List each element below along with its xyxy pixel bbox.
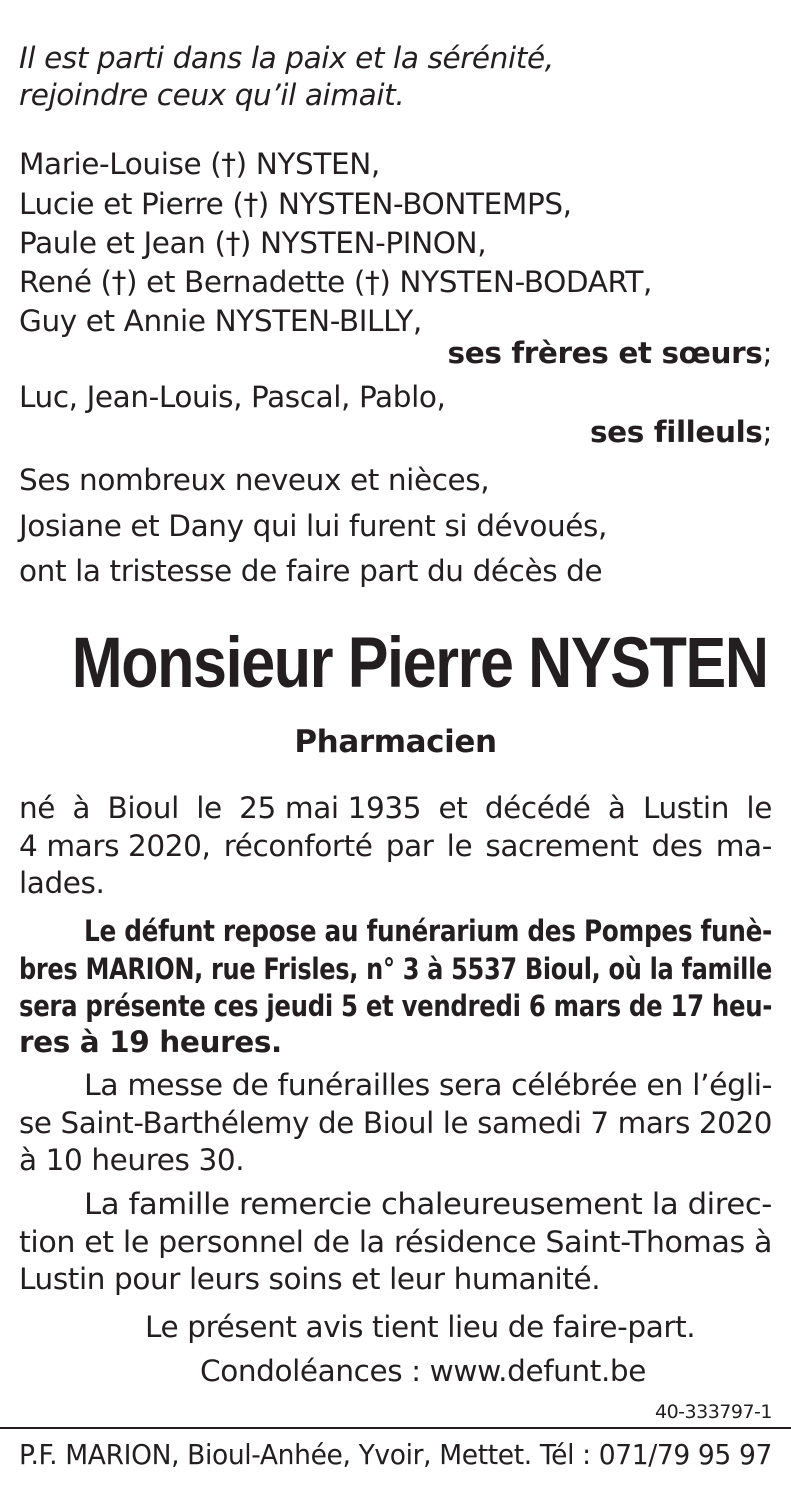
word: 25 mai 1935 — [239, 791, 422, 825]
mass-line-2: se Saint-Barthélemy de Bioul le samedi 7 mars 2020 — [19, 1106, 773, 1140]
word: ma- — [715, 829, 772, 863]
godchildren-label-punct: ; — [762, 415, 772, 449]
footer-contact: P.F. MARION, Bioul-Anhée, Yvoir, Mettet. Tél : 071/79 95 97 — [19, 1438, 773, 1471]
word: à — [607, 791, 626, 825]
thanks-line-3: Lustin pour leurs soins et leur humanité. — [19, 1262, 601, 1296]
sibling-line: Marie-Louise (†) NYSTEN, — [19, 147, 380, 181]
birth-death-line-2 — [19, 829, 772, 863]
sibling-line: Guy et Annie NYSTEN-BILLY, — [19, 304, 422, 338]
reference-number: 40-333797-1 — [654, 1401, 772, 1423]
family-line-2: Josiane et Dany qui lui furent si dévoués, — [19, 509, 607, 543]
word: 4 mars 2020, — [19, 829, 211, 863]
godchildren-label-text: ses filleuls — [590, 415, 763, 449]
word: le — [746, 791, 772, 825]
word: le — [196, 791, 222, 825]
siblings-label-text: ses frères et sœurs — [447, 336, 763, 370]
word: par — [385, 829, 434, 863]
family-line-1: Ses nombreux neveux et nièces, — [19, 463, 490, 497]
godchildren-label — [19, 415, 772, 449]
funerarium-line-3: sera présente ces jeudi 5 et vendredi 6 mars de 17 heu- — [19, 989, 773, 1023]
word: des — [651, 829, 703, 863]
funerarium-line-2: bres MARION, rue Frisles, n° 3 à 5537 Bioul, où la famille — [19, 952, 773, 986]
deceased-name: Monsieur Pierre NYSTEN — [71, 624, 768, 703]
sibling-line: Lucie et Pierre (†) NYSTEN-BONTEMPS, — [19, 187, 572, 221]
word: Bioul — [107, 791, 179, 825]
funerarium-line-4: res à 19 heures. — [19, 1025, 282, 1059]
siblings-label — [19, 336, 772, 370]
condolences-line: Condoléances : www.defunt.be — [200, 1354, 646, 1388]
birth-death-line-1 — [19, 791, 772, 825]
thanks-line-2: tion et le personnel de la résidence Saint-Thomas à — [19, 1225, 772, 1259]
word: réconforté — [223, 829, 373, 863]
thanks-line-1: La famille remercie chaleureusement la direc- — [84, 1187, 772, 1221]
word: Lustin — [642, 791, 730, 825]
word: né — [19, 791, 56, 825]
word: à — [72, 791, 91, 825]
footer-divider — [0, 1427, 791, 1429]
word: décédé — [484, 791, 591, 825]
mass-line-1: La messe de funérailles sera célébrée en l’égli- — [84, 1068, 773, 1102]
intro-line-2: rejoindre ceux qu’il aimait. — [19, 78, 405, 112]
deceased-profession: Pharmacien — [294, 724, 497, 760]
siblings-label-punct: ; — [762, 336, 772, 370]
funerarium-line-1: Le défunt repose au funérarium des Pompes funè- — [84, 914, 773, 948]
word: le — [446, 829, 473, 863]
word: et — [438, 791, 468, 825]
sibling-line: Paule et Jean (†) NYSTEN-PINON, — [19, 226, 487, 260]
godchildren-names: Luc, Jean-Louis, Pascal, Pablo, — [19, 380, 446, 414]
notice-line: Le présent avis tient lieu de faire-part. — [145, 1310, 696, 1344]
birth-death-line-3: lades. — [19, 866, 105, 900]
sibling-line: René (†) et Bernadette (†) NYSTEN-BODART, — [19, 265, 653, 299]
intro-line-1: Il est parti dans la paix et la sérénité, — [19, 41, 554, 75]
word: sacrement — [485, 829, 639, 863]
family-line-3: ont la tristesse de faire part du décès de — [19, 554, 603, 588]
mass-line-3: à 10 heures 30. — [19, 1143, 245, 1177]
